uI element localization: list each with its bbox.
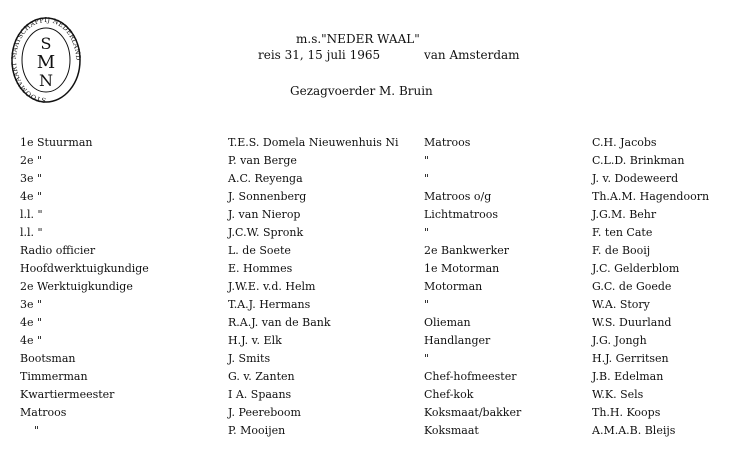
crew-rank: " (34, 424, 40, 437)
crew-rank: 4e " (20, 316, 43, 329)
voyage-info: reis 31, 15 juli 1965 (258, 48, 381, 62)
crew-name: J. van Nierop (228, 208, 301, 221)
crew-name: G. v. Zanten (228, 370, 295, 383)
crew-name: J.W.E. v.d. Helm (228, 280, 316, 293)
crew-row (0, 298, 750, 316)
crew-rank: l.l. " (20, 208, 43, 221)
crew-rank: Matroos (424, 136, 471, 149)
crew-name: J.B. Edelman (592, 370, 664, 383)
crew-name: J. v. Dodeweerd (592, 172, 679, 185)
crew-name: C.H. Jacobs (592, 136, 657, 149)
crew-row (0, 244, 750, 262)
crew-name: F. ten Cate (592, 226, 653, 239)
crew-row (0, 172, 750, 190)
crew-rank: 1e Motorman (424, 262, 500, 275)
crew-row (0, 208, 750, 226)
crew-rank: 1e Stuurman (20, 136, 93, 149)
crew-rank: 2e Werktuigkundige (20, 280, 133, 293)
crew-name: I A. Spaans (228, 388, 292, 401)
crew-name: J.G.M. Behr (592, 208, 657, 221)
crew-name: H.J. Gerritsen (592, 352, 669, 365)
logo-initial-s: S (40, 34, 52, 53)
crew-rank: Kwartiermeester (20, 388, 115, 401)
crew-row (0, 280, 750, 298)
crew-rank: Timmerman (20, 370, 88, 383)
crew-row (0, 190, 750, 208)
crew-name: Th.A.M. Hagendoorn (592, 190, 710, 203)
crew-row (0, 316, 750, 334)
logo-initial-n: N (39, 71, 53, 90)
crew-rank: " (424, 154, 430, 167)
crew-rank: 2e Bankwerker (424, 244, 510, 257)
crew-rank: l.l. " (20, 226, 43, 239)
crew-name: J. Sonnenberg (228, 190, 307, 203)
crew-rank: Hoofdwerktuigkundige (20, 262, 149, 275)
crew-rank: 3e " (20, 298, 43, 311)
crew-name: E. Hommes (228, 262, 293, 275)
crew-name: R.A.J. van de Bank (228, 316, 331, 329)
crew-rank: 4e " (20, 334, 43, 347)
crew-name: J. Peereboom (228, 406, 301, 419)
crew-name: J.G. Jongh (592, 334, 647, 347)
crew-row (0, 406, 750, 424)
crew-name: A.M.A.B. Bleijs (592, 424, 676, 437)
crew-row (0, 226, 750, 244)
crew-name: L. de Soete (228, 244, 291, 257)
crew-name: H.J. v. Elk (228, 334, 282, 347)
crew-name: W.K. Sels (592, 388, 644, 401)
crew-name: W.S. Duurland (592, 316, 672, 329)
crew-name: Th.H. Koops (592, 406, 661, 419)
crew-row (0, 370, 750, 388)
crew-rank: Lichtmatroos (424, 208, 499, 221)
crew-rank: Koksmaat/bakker (424, 406, 522, 419)
crew-name: J.C. Gelderblom (592, 262, 680, 275)
crew-name: A.C. Reyenga (228, 172, 303, 185)
crew-row (0, 136, 750, 154)
crew-row (0, 424, 750, 442)
crew-name: J. Smits (228, 352, 271, 365)
company-logo-seal (10, 14, 82, 104)
crew-row (0, 154, 750, 172)
crew-rank: Handlanger (424, 334, 491, 347)
departure-port: van Amsterdam (424, 48, 520, 62)
crew-row (0, 352, 750, 370)
crew-rank: " (424, 298, 430, 311)
crew-row (0, 262, 750, 280)
crew-name: T.E.S. Domela Nieuwenhuis Ni (228, 136, 399, 149)
crew-name: C.L.D. Brinkman (592, 154, 685, 167)
crew-name: G.C. de Goede (592, 280, 672, 293)
crew-rank: Olieman (424, 316, 471, 329)
crew-rank: " (424, 226, 430, 239)
crew-rank: Motorman (424, 280, 483, 293)
crew-rank: Koksmaat (424, 424, 479, 437)
crew-rank: 3e " (20, 172, 43, 185)
crew-name: F. de Booij (592, 244, 651, 257)
crew-name: J.C.W. Spronk (228, 226, 304, 239)
crew-rank: Bootsman (20, 352, 76, 365)
logo-ring-text: STOOMVAART MAATSCHAPPIJ NEDERLAND (10, 15, 82, 104)
crew-name: W.A. Story (592, 298, 650, 311)
logo-initial-m: M (36, 52, 56, 73)
crew-name: P. van Berge (228, 154, 297, 167)
crew-rank: Matroos (20, 406, 67, 419)
crew-rank: 4e " (20, 190, 43, 203)
crew-rank: 2e " (20, 154, 43, 167)
crew-row (0, 334, 750, 352)
crew-name: P. Mooijen (228, 424, 286, 437)
ship-name: m.s."NEDER WAAL" (296, 32, 420, 46)
crew-row (0, 388, 750, 406)
crew-rank: " (424, 172, 430, 185)
crew-rank: Chef-hofmeester (424, 370, 517, 383)
crew-rank: Radio officier (20, 244, 96, 257)
crew-rank: Matroos o/g (424, 190, 492, 203)
crew-rank: " (424, 352, 430, 365)
captain-line: Gezagvoerder M. Bruin (290, 84, 433, 98)
crew-name: T.A.J. Hermans (228, 298, 311, 311)
crew-rank: Chef-kok (424, 388, 474, 401)
